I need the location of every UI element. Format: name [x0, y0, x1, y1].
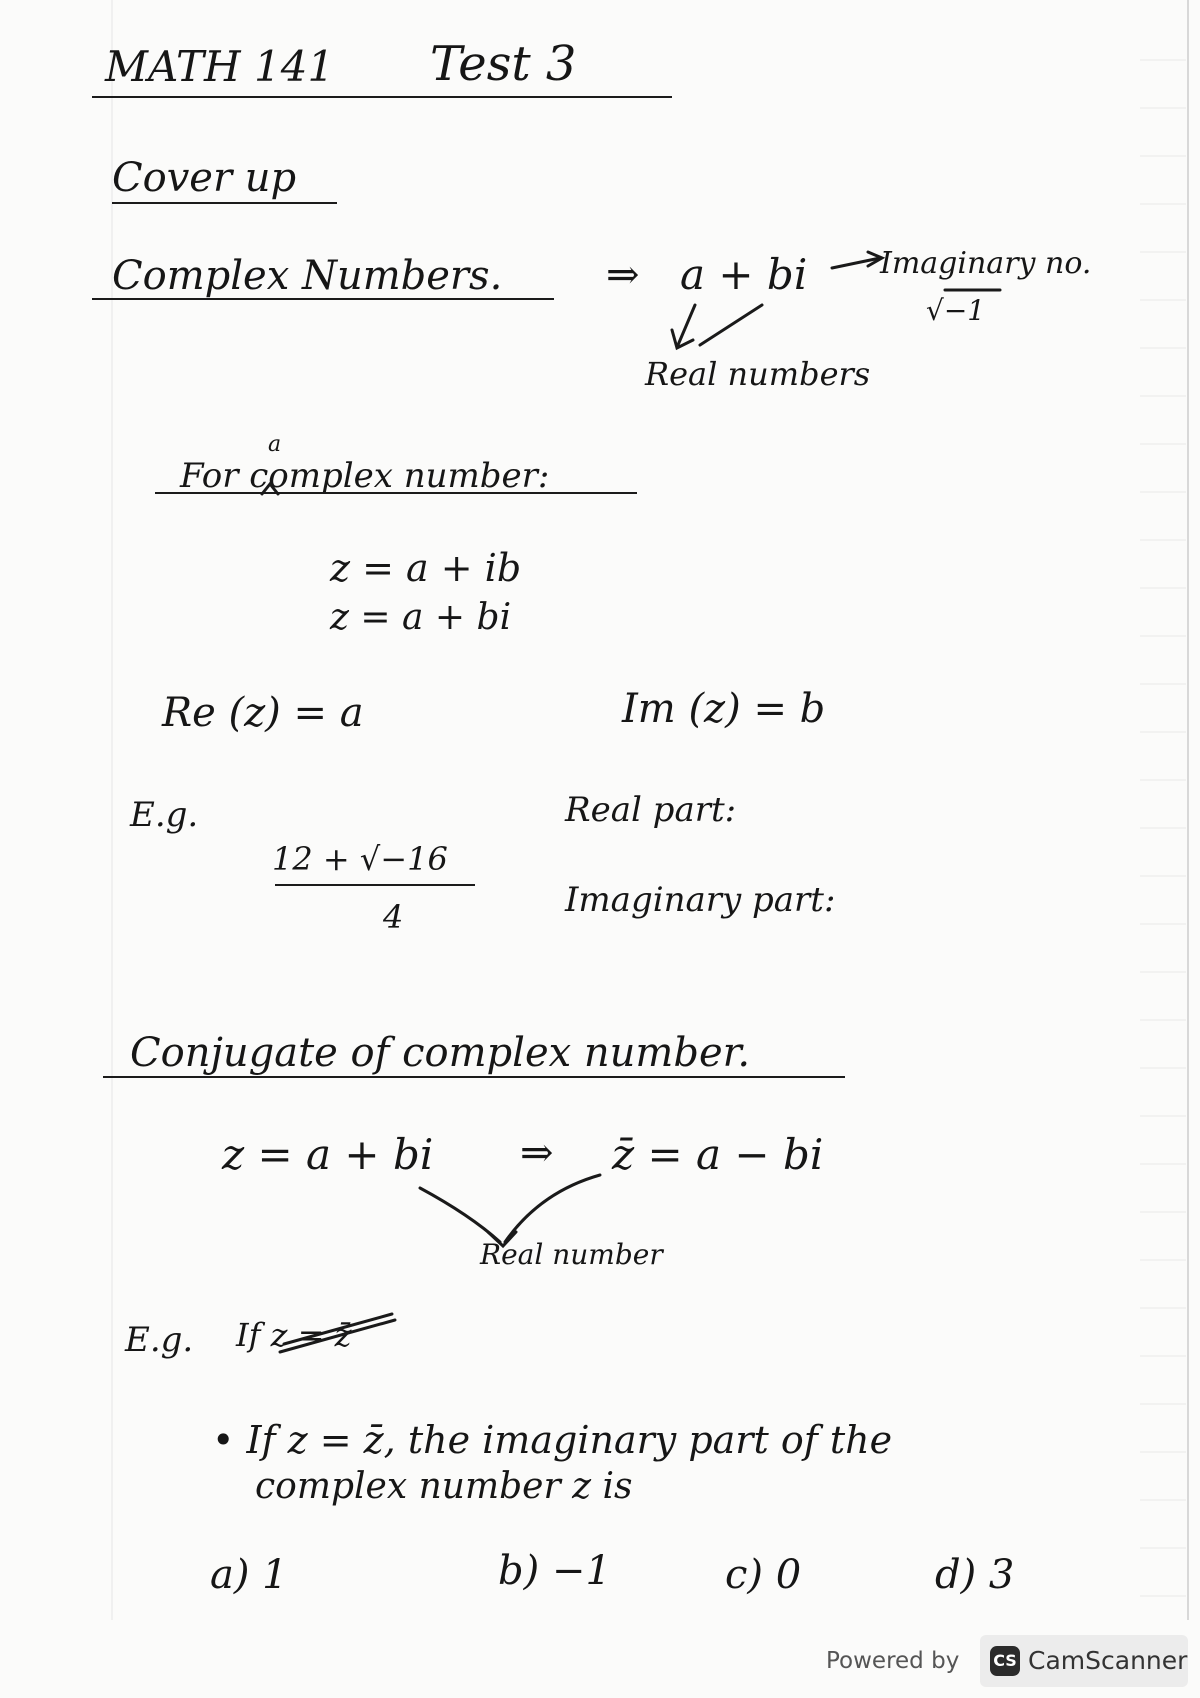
imaginary-number-label: Imaginary no. — [880, 246, 1092, 281]
form-line-2: z = a + bi — [330, 597, 512, 638]
conjugate-real-label: Real number — [480, 1238, 663, 1271]
conjugate-z: z = a + bi — [222, 1130, 434, 1179]
caret-insert-a: a — [268, 432, 282, 457]
example-1-denominator: 4 — [383, 898, 404, 936]
example-1-label: E.g. — [130, 795, 199, 835]
complex-numbers-heading: Complex Numbers. — [112, 253, 503, 299]
question-line-2: complex number z is — [255, 1466, 633, 1507]
conjugate-heading: Conjugate of complex number. — [130, 1030, 751, 1076]
struck-out-expression: If z = z̄ — [236, 1316, 352, 1354]
camscanner-logo-icon: CS — [990, 1646, 1020, 1676]
test-title: Test 3 — [430, 36, 577, 92]
form-line-1: z = a + ib — [330, 546, 522, 590]
camscanner-brand: CamScanner — [1028, 1646, 1188, 1675]
cover-up-heading: Cover up — [112, 155, 297, 201]
option-a: a) 1 — [210, 1552, 288, 1598]
implies-arrow-2: ⇒ — [520, 1130, 554, 1176]
conjugate-zbar: z̄ = a − bi — [612, 1130, 824, 1179]
real-part-prompt: Real part: — [565, 790, 737, 830]
example-1-numerator: 12 + √−16 — [272, 840, 448, 878]
powered-by-text: Powered by — [826, 1648, 960, 1674]
strike-line-2-icon — [284, 1314, 392, 1344]
sqrt-negative-one: √−1 — [926, 294, 986, 327]
complex-form: a + bi — [680, 250, 808, 299]
option-b: b) −1 — [498, 1548, 611, 1594]
imaginary-part-prompt: Imaginary part: — [565, 880, 836, 920]
example-2-label: E.g. — [125, 1320, 194, 1360]
question-line-1: • If z = z̄, the imaginary part of the — [212, 1418, 893, 1462]
real-part-definition: Re (z) = a — [162, 690, 364, 736]
option-d: d) 3 — [935, 1552, 1015, 1598]
implies-arrow-1: ⇒ — [606, 252, 640, 298]
conjugate-arrow-right-icon — [505, 1175, 600, 1242]
strike-line-1-icon — [280, 1320, 395, 1352]
caret-icon — [262, 484, 278, 494]
course-title: MATH 141 — [105, 42, 335, 91]
imaginary-part-definition: Im (z) = b — [622, 686, 826, 732]
arrow-b-to-real-icon — [700, 305, 762, 345]
real-numbers-label: Real numbers — [645, 355, 871, 393]
option-c: c) 0 — [725, 1552, 802, 1598]
for-complex-heading: For complex number: — [180, 456, 550, 496]
